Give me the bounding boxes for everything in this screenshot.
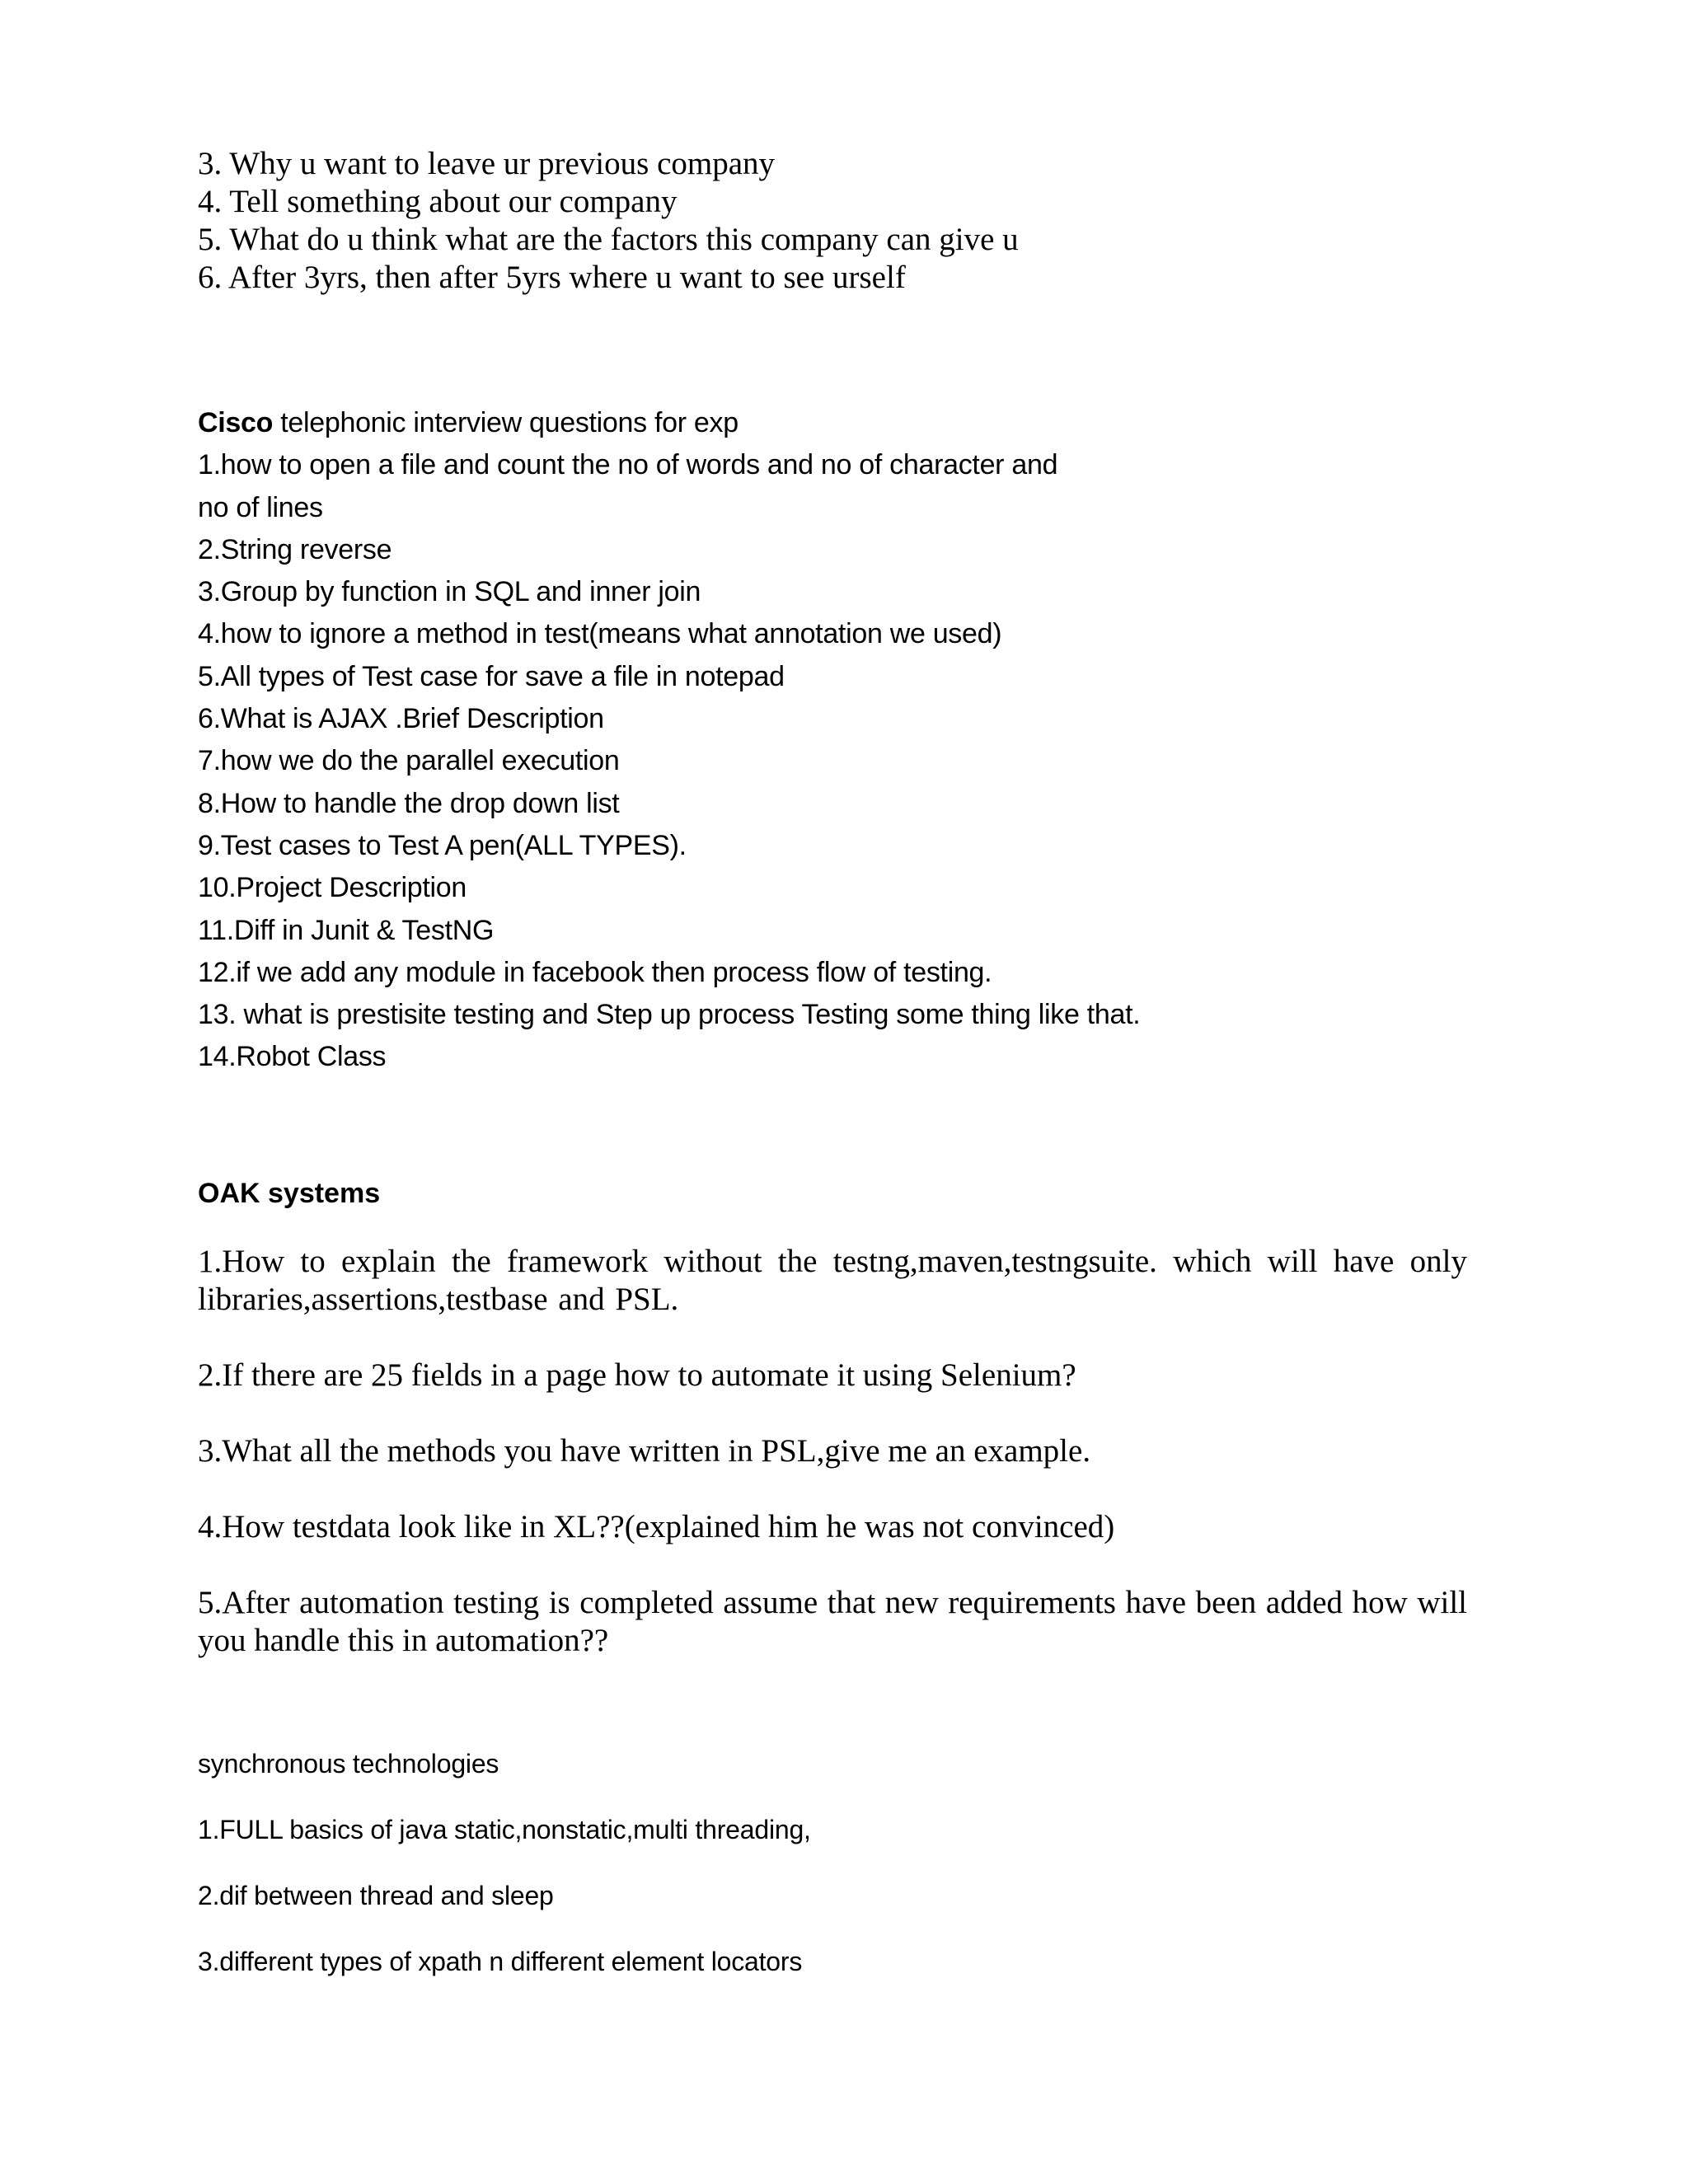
cisco-question: 4.how to ignore a method in test(means what annotation we used) bbox=[198, 618, 1002, 650]
cisco-question: 5.All types of Test case for save a file in notepad bbox=[198, 660, 785, 692]
cisco-question: 13. what is prestisite testing and Step up process Testing some thing like that. bbox=[198, 999, 1141, 1031]
cisco-question: 11.Diff in Junit & TestNG bbox=[198, 914, 495, 946]
cisco-question: 10.Project Description bbox=[198, 872, 467, 904]
intro-question: 4. Tell something about our company bbox=[198, 184, 678, 219]
cisco-heading-rest: telephonic interview questions for exp bbox=[273, 407, 738, 438]
cisco-question: 3.Group by function in SQL and inner join bbox=[198, 576, 701, 608]
cisco-question: 2.String reverse bbox=[198, 533, 392, 565]
cisco-question: 9.Test cases to Test A pen(ALL TYPES). bbox=[198, 829, 687, 861]
sync-section bbox=[198, 1731, 811, 1994]
sync-question: 1.FULL basics of java static,nonstatic,multi threading, bbox=[198, 1815, 811, 1844]
sync-question: 3.different types of xpath n different element locators bbox=[198, 1947, 803, 1976]
oak-question: 2.If there are 25 fields in a page how to automate it using Selenium? bbox=[198, 1357, 1076, 1393]
cisco-heading bbox=[198, 402, 1140, 444]
cisco-question: 6.What is AJAX .Brief Description bbox=[198, 703, 604, 735]
oak-question: 5.After automation testing is completed assume that new requirements have been added how will you handle this in automation?? bbox=[198, 1585, 1467, 1658]
cisco-question: 7.how we do the parallel execution bbox=[198, 745, 620, 777]
intro-question: 6. After 3yrs, then after 5yrs where u want to see urself bbox=[198, 260, 906, 295]
oak-question: 1.How to explain the framework without the testng,maven,testngsuite. which will have only libraries,assertions,testbase and PSL. bbox=[198, 1244, 1467, 1317]
oak-question: 4.How testdata look like in XL??(explained him he was not convinced) bbox=[198, 1509, 1115, 1544]
intro-questions bbox=[198, 145, 1019, 297]
sync-heading: synchronous technologies bbox=[198, 1749, 499, 1779]
intro-question: 5. What do u think what are the factors this company can give u bbox=[198, 222, 1019, 257]
cisco-section bbox=[198, 402, 1140, 1079]
cisco-question: 8.How to handle the drop down list bbox=[198, 787, 620, 819]
oak-section bbox=[198, 1243, 1467, 1698]
sync-question: 2.dif between thread and sleep bbox=[198, 1881, 554, 1910]
cisco-question: 1.how to open a file and count the no of words and no of character and bbox=[198, 449, 1058, 481]
cisco-question: no of lines bbox=[198, 491, 323, 523]
intro-question: 3. Why u want to leave ur previous company bbox=[198, 146, 776, 181]
oak-question: 3.What all the methods you have written in PSL,give me an example. bbox=[198, 1433, 1091, 1469]
cisco-question: 12.if we add any module in facebook then process flow of testing. bbox=[198, 956, 992, 988]
cisco-heading-company: Cisco bbox=[198, 407, 274, 438]
cisco-question: 14.Robot Class bbox=[198, 1041, 387, 1073]
oak-heading: OAK systems bbox=[198, 1178, 381, 1209]
